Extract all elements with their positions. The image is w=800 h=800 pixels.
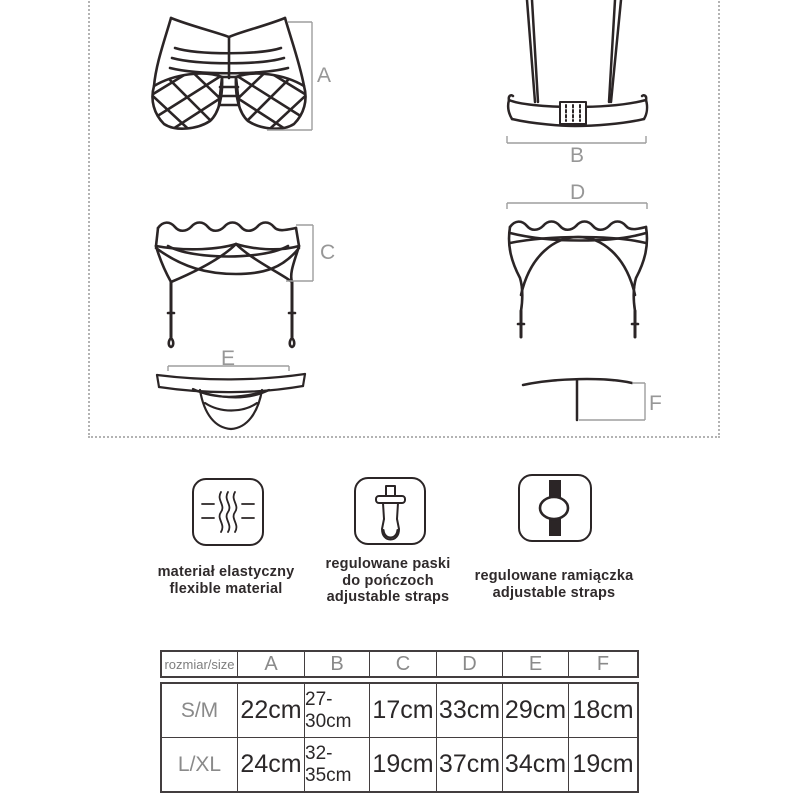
- feature-caption-garter-straps: [308, 556, 468, 606]
- cell-sm-d: 33cm: [436, 684, 502, 737]
- bra-back-drawing: [503, 0, 653, 150]
- column-header-d: D: [436, 652, 502, 676]
- caption-line: adjustable straps: [326, 589, 450, 605]
- bra-front-drawing: [146, 2, 326, 138]
- size-table-header: [160, 650, 639, 678]
- column-header-b: B: [304, 652, 369, 676]
- measure-bracket-f: [579, 383, 645, 420]
- table-row-sm: [162, 684, 637, 737]
- column-header-c: C: [369, 652, 436, 676]
- table-row-lxl: [162, 737, 637, 791]
- cell-sm-e: 29cm: [502, 684, 568, 737]
- measure-label-f: F: [649, 392, 662, 415]
- cell-sm-b: 27-30cm: [304, 684, 369, 737]
- measure-bracket-b: [507, 136, 646, 143]
- feature-caption-elastic: [146, 564, 306, 597]
- measure-label-c: C: [320, 241, 336, 264]
- measure-bracket-c: [286, 225, 313, 281]
- measure-label-d: D: [570, 181, 586, 204]
- cell-lxl-d: 37cm: [436, 738, 502, 791]
- cell-lxl-f: 19cm: [568, 738, 637, 791]
- table-corner-label: rozmiar/size: [164, 656, 235, 672]
- feature-caption-adjustable-straps: [458, 568, 650, 601]
- garter-belt-back-drawing: [500, 183, 662, 345]
- adjustable-strap-icon: [518, 474, 592, 542]
- measure-label-b: B: [570, 144, 585, 167]
- caption-line: flexible material: [169, 580, 283, 597]
- panty-back-drawing: [510, 358, 670, 438]
- cell-sm-c: 17cm: [369, 684, 436, 737]
- caption-line: adjustable straps: [492, 584, 616, 601]
- caption-line: regulowane ramiączka: [474, 568, 634, 584]
- cell-lxl-b: 32-35cm: [304, 738, 369, 791]
- measure-label-e: E: [221, 347, 236, 370]
- garter-clip-icon: [354, 477, 426, 545]
- column-header-e: E: [502, 652, 568, 676]
- cell-sm-f: 18cm: [568, 684, 637, 737]
- size-table-body: [160, 682, 639, 793]
- row-size-label: L/XL: [177, 752, 222, 776]
- cell-lxl-a: 24cm: [237, 738, 304, 791]
- caption-line: regulowane paski: [325, 556, 451, 572]
- row-size-label: S/M: [180, 698, 219, 722]
- caption-line: do pończoch: [342, 572, 434, 589]
- column-header-a: A: [237, 652, 304, 676]
- measure-label-a: A: [317, 64, 332, 87]
- elastic-material-icon: [192, 478, 264, 546]
- caption-line: materiał elastyczny: [157, 564, 295, 580]
- cell-lxl-c: 19cm: [369, 738, 436, 791]
- cell-lxl-e: 34cm: [502, 738, 568, 791]
- cell-sm-a: 22cm: [237, 684, 304, 737]
- column-header-f: F: [568, 652, 637, 676]
